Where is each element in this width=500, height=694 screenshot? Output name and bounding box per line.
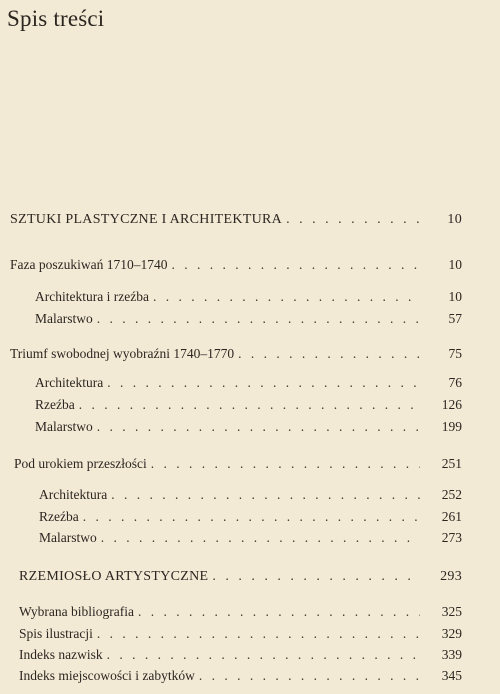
page-number: 57 xyxy=(448,311,462,326)
dot-leader xyxy=(171,256,420,274)
entry-label: Malarstwo xyxy=(35,311,93,326)
page-number: 126 xyxy=(441,397,462,412)
dot-leader xyxy=(83,508,420,526)
entry-label: SZTUKI PLASTYCZNE I ARCHITEKTURA xyxy=(10,212,283,227)
entry-label: Wybrana bibliografia xyxy=(19,604,135,619)
toc-back-matter-entry[interactable] xyxy=(19,603,462,621)
page-number: 75 xyxy=(448,346,462,361)
dot-leader xyxy=(199,667,420,685)
page-number: 339 xyxy=(441,647,462,662)
page-number: 325 xyxy=(441,604,462,619)
dot-leader xyxy=(97,418,420,436)
page-number: 345 xyxy=(441,668,462,683)
page-number: 293 xyxy=(440,569,462,584)
entry-label: Architektura xyxy=(39,487,108,502)
dot-leader xyxy=(107,374,420,392)
toc-subentry[interactable] xyxy=(39,529,462,547)
toc-subentry[interactable] xyxy=(35,418,462,436)
entry-label: Triumf swobodnej wyobraźni 1740–1770 xyxy=(10,346,235,361)
toc-chapter-entry[interactable] xyxy=(10,345,462,363)
entry-label: Architektura xyxy=(35,375,104,390)
toc-chapter-entry[interactable] xyxy=(14,455,462,473)
page-number: 273 xyxy=(441,530,462,545)
entry-label: Rzeźba xyxy=(39,509,79,524)
toc-subentry[interactable] xyxy=(35,374,462,392)
entry-label: Indeks nazwisk xyxy=(19,647,103,662)
page-title: Spis treści xyxy=(7,6,105,31)
dot-leader xyxy=(79,396,420,414)
page-number: 10 xyxy=(447,212,462,227)
toc-back-matter-entry[interactable] xyxy=(19,667,462,685)
entry-label: Malarstwo xyxy=(39,530,97,545)
page-number: 252 xyxy=(441,487,462,502)
page-number: 199 xyxy=(441,419,462,434)
entry-label: Rzeźba xyxy=(35,397,75,412)
entry-label: Spis ilustracji xyxy=(19,626,93,641)
entry-label: Architektura i rzeźba xyxy=(35,289,149,304)
toc-section-entry[interactable] xyxy=(10,211,462,229)
page-number: 10 xyxy=(448,289,462,304)
dot-leader xyxy=(153,288,420,306)
toc-chapter-entry[interactable] xyxy=(10,256,462,274)
toc-back-matter-entry[interactable] xyxy=(19,646,462,664)
toc-section-entry[interactable] xyxy=(19,568,462,586)
toc-back-matter-entry[interactable] xyxy=(19,625,462,643)
dot-leader xyxy=(151,455,420,473)
page-number: 76 xyxy=(448,375,462,390)
page-number: 251 xyxy=(441,456,462,471)
entry-label: Pod urokiem przeszłości xyxy=(14,456,147,471)
dot-leader xyxy=(286,211,420,229)
dot-leader xyxy=(101,529,420,547)
entry-label: RZEMIOSŁO ARTYSTYCZNE xyxy=(19,569,209,584)
page-number: 10 xyxy=(448,257,462,272)
dot-leader xyxy=(97,625,420,643)
dot-leader xyxy=(212,568,420,586)
dot-leader xyxy=(111,486,420,504)
entry-label: Faza poszukiwań 1710–1740 xyxy=(10,257,168,272)
dot-leader xyxy=(107,646,420,664)
dot-leader xyxy=(138,603,420,621)
toc-subentry[interactable] xyxy=(39,486,462,504)
toc-subentry[interactable] xyxy=(35,310,462,328)
page-number: 329 xyxy=(441,626,462,641)
toc-subentry[interactable] xyxy=(35,288,462,306)
dot-leader xyxy=(238,345,420,363)
entry-label: Malarstwo xyxy=(35,419,93,434)
page-number: 261 xyxy=(441,509,462,524)
toc-subentry[interactable] xyxy=(39,508,462,526)
toc-subentry[interactable] xyxy=(35,396,462,414)
dot-leader xyxy=(97,310,420,328)
entry-label: Indeks miejscowości i zabytków xyxy=(19,668,195,683)
